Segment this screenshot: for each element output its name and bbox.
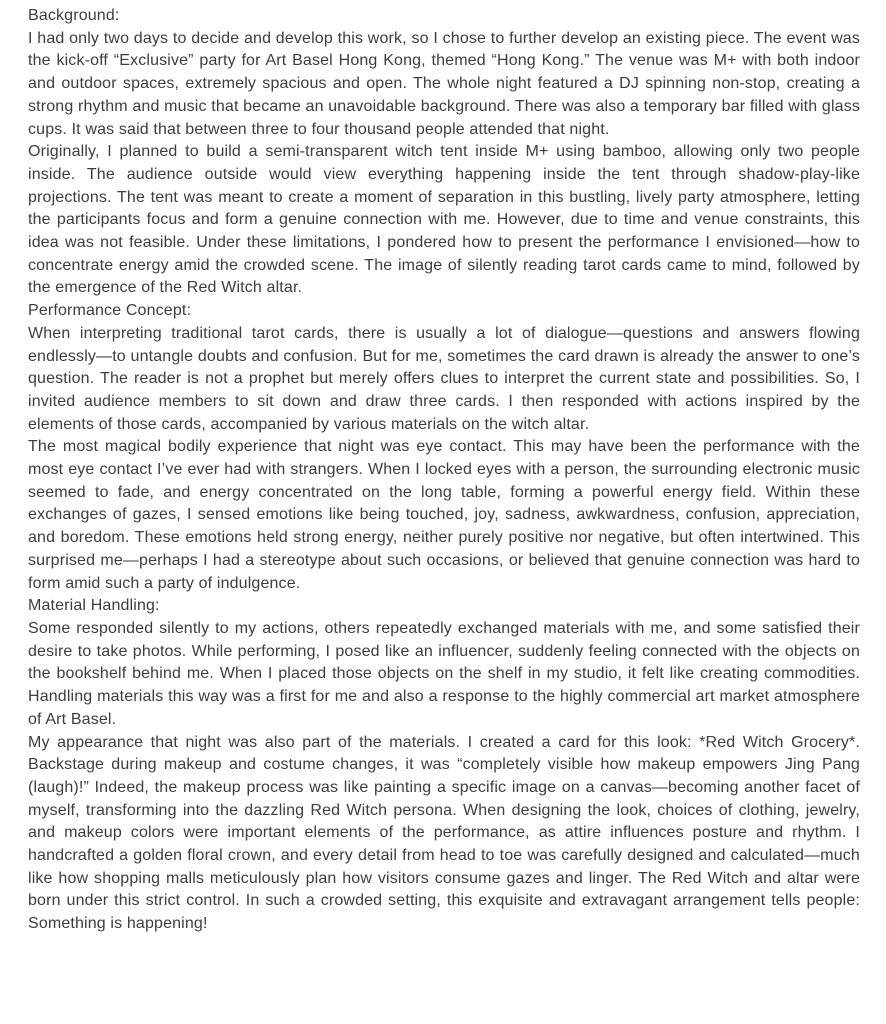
paragraph: When interpreting traditional tarot cards, there is usually a lot of dialogue—questions and answers flowing endlessly—to untangle doubts and confusion. But for me, sometimes the card drawn is already the answer to one’s question. The reader is not a prophet but merely offers clues to interpret the current state and possibilities. So, I invited audience members to sit down and draw three cards. I then responded with actions inspired by the elements of those cards, accompanied by various materials on the witch altar. [28, 324, 860, 433]
section-performance-concept [28, 300, 860, 595]
section-material-handling [28, 595, 860, 936]
paragraph: Some responded silently to my actions, others repeatedly exchanged materials with me, and some satisfied their desire to take photos. While performing, I posed like an influencer, suddenly feeling connected with the objects on the bookshelf behind me. When I placed those objects on the shelf in my studio, it felt like creating commodities. Handling materials this way was a first for me and also a response to the highly commercial art market atmosphere of Art Basel. [28, 619, 860, 728]
section-heading-background: Background: [28, 7, 120, 24]
paragraph: The most magical bodily experience that night was eye contact. This may have been the performance with the most eye contact I’ve ever had with strangers. When I locked eyes with a person, the surrounding electronic music seemed to fade, and energy concentrated on the long table, forming a powerful energy field. Within these exchanges of gazes, I sensed emotions like being touched, joy, sadness, awkwardness, confusion, appreciation, and boredom. These emotions held strong energy, neither purely positive nor negative, but often intertwined. This surprised me—perhaps I had a stereotype about such occasions, or believed that genuine connection was hard to form amid such a party of indulgence. [28, 438, 860, 592]
section-heading-material-handling: Material Handling: [28, 597, 160, 615]
paragraph: I had only two days to decide and develop this work, so I chose to further develop an existing piece. The event was the kick-off “Exclusive” party for Art Basel Hong Kong, themed “Hong Kong.” The venue was M+ with both indoor and outdoor spaces, extremely spacious and open. The whole night featured a DJ spinning non-stop, creating a strong rhythm and music that became an unavoidable background. There was also a temporary bar filled with glass cups. It was said that between three to four thousand people attended that night. [28, 29, 860, 138]
section-heading-performance-concept: Performance Concept: [28, 302, 192, 320]
paragraph: My appearance that night was also part of the materials. I created a card for this look: *Red Witch Grocery*. Backstage during makeup and costume changes, it was “completely visible how makeup empowers Jing Pang (laugh)!” Indeed, the makeup process was like painting a specific image on a canvas—becoming another facet of myself, transforming into the dazzling Red Witch persona. When designing the look, choices of clothing, jewelry, and makeup colors were important elements of the performance, as attire influences posture and rhythm. I handcrafted a golden floral crown, and every detail from head to toe was carefully designed and calculated—much like how shopping malls meticulously plan how visitors consume gazes and linger. The Red Witch and altar were born under this strict control. In such a crowded setting, this exquisite and extravagant arrangement tells people: Something is happening! [28, 733, 860, 933]
paragraph: Originally, I planned to build a semi-transparent witch tent inside M+ using bamboo, allowing only two people inside. The audience outside would view everything happening inside the tent through shadow-play-like projections. The tent was meant to create a moment of separation in this bustling, lively party atmosphere, letting the participants focus and form a genuine connection with me. However, due to time and venue constraints, this idea was not feasible. Under these limitations, I pondered how to present the performance I envisioned—how to concentrate energy amid the crowded scene. The image of silently reading tarot cards came to mind, followed by the emergence of the Red Witch altar. [28, 143, 860, 297]
section-background [28, 5, 860, 300]
